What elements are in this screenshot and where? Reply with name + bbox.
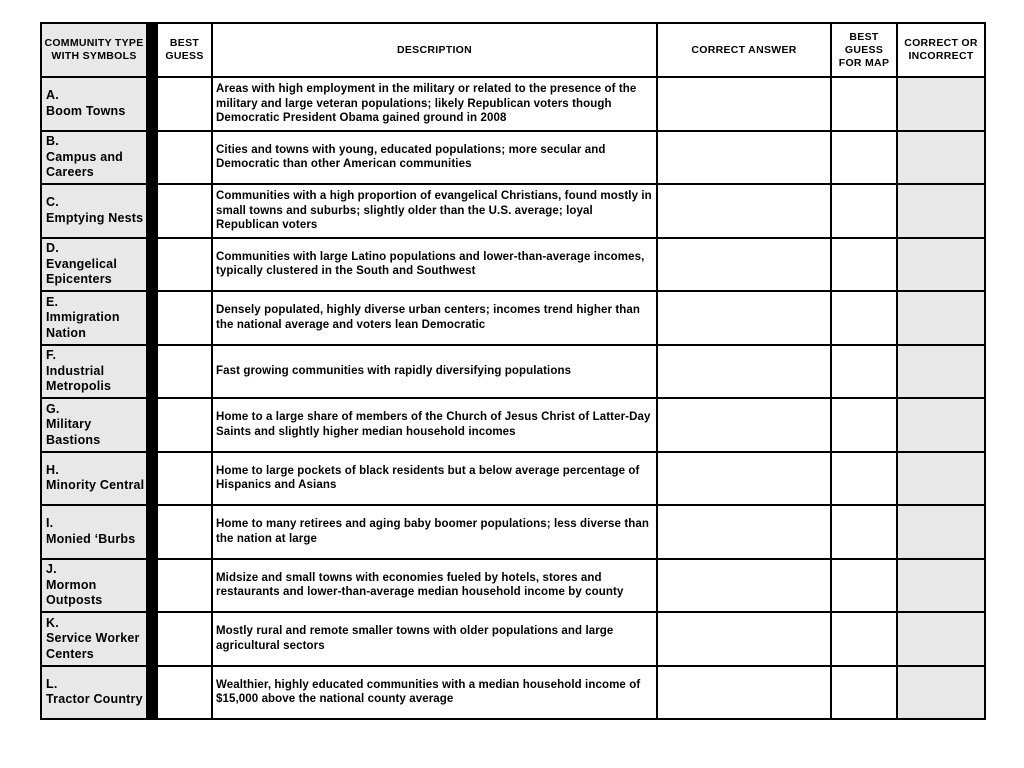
best-guess-for-map-cell[interactable] bbox=[831, 398, 897, 452]
community-type-cell: A. Boom Towns bbox=[41, 77, 147, 131]
best-guess-cell[interactable] bbox=[157, 345, 212, 399]
best-guess-cell[interactable] bbox=[157, 612, 212, 666]
divider-bar bbox=[147, 398, 157, 452]
best-guess-cell[interactable] bbox=[157, 505, 212, 559]
divider-bar bbox=[147, 666, 157, 720]
correct-answer-cell[interactable] bbox=[657, 131, 831, 185]
community-types-worksheet bbox=[40, 22, 986, 720]
best-guess-for-map-cell[interactable] bbox=[831, 131, 897, 185]
correct-or-incorrect-cell[interactable] bbox=[897, 291, 985, 345]
community-type-cell: D. Evangelical Epicenters bbox=[41, 238, 147, 292]
table-row bbox=[41, 345, 985, 399]
community-type-cell: E. Immigration Nation bbox=[41, 291, 147, 345]
table-row bbox=[41, 184, 985, 238]
divider-bar bbox=[147, 184, 157, 238]
description-cell: Midsize and small towns with economies fueled by hotels, stores and restaurants and lower-than-average median household income by county bbox=[212, 559, 657, 613]
description-cell: Home to a large share of members of the Church of Jesus Christ of Latter-Day Saints and slightly higher median household incomes bbox=[212, 398, 657, 452]
community-type-cell: H. Minority Central bbox=[41, 452, 147, 506]
correct-or-incorrect-cell[interactable] bbox=[897, 452, 985, 506]
community-type-cell: K. Service Worker Centers bbox=[41, 612, 147, 666]
correct-answer-cell[interactable] bbox=[657, 452, 831, 506]
table-row bbox=[41, 398, 985, 452]
description-cell: Communities with large Latino populations and lower-than-average incomes, typically clustered in the South and Southwest bbox=[212, 238, 657, 292]
community-type-cell: B. Campus and Careers bbox=[41, 131, 147, 185]
table-row bbox=[41, 77, 985, 131]
description-cell: Densely populated, highly diverse urban centers; incomes trend higher than the national average and voters lean Democratic bbox=[212, 291, 657, 345]
header-best-guess bbox=[157, 23, 212, 77]
table-row bbox=[41, 291, 985, 345]
community-type-cell: J. Mormon Outposts bbox=[41, 559, 147, 613]
best-guess-cell[interactable] bbox=[157, 559, 212, 613]
best-guess-cell[interactable] bbox=[157, 291, 212, 345]
best-guess-for-map-cell[interactable] bbox=[831, 291, 897, 345]
best-guess-cell[interactable] bbox=[157, 398, 212, 452]
community-type-cell: F. Industrial Metropolis bbox=[41, 345, 147, 399]
community-type-cell: G. Military Bastions bbox=[41, 398, 147, 452]
correct-answer-cell[interactable] bbox=[657, 77, 831, 131]
header-divider-bar bbox=[147, 23, 157, 77]
description-cell: Home to many retirees and aging baby boomer populations; less diverse than the nation at large bbox=[212, 505, 657, 559]
header-correct-or-incorrect bbox=[897, 23, 985, 77]
header-row bbox=[41, 23, 985, 77]
best-guess-for-map-cell[interactable] bbox=[831, 612, 897, 666]
header-best-guess-for-map bbox=[831, 23, 897, 77]
correct-or-incorrect-cell[interactable] bbox=[897, 77, 985, 131]
header-community-type bbox=[41, 23, 147, 77]
divider-bar bbox=[147, 345, 157, 399]
correct-answer-cell[interactable] bbox=[657, 666, 831, 720]
best-guess-cell[interactable] bbox=[157, 666, 212, 720]
table-row bbox=[41, 452, 985, 506]
correct-answer-cell[interactable] bbox=[657, 345, 831, 399]
best-guess-for-map-cell[interactable] bbox=[831, 238, 897, 292]
header-correct-answer-label: CORRECT ANSWER bbox=[691, 43, 797, 56]
correct-or-incorrect-cell[interactable] bbox=[897, 559, 985, 613]
community-type-cell: I. Monied ‘Burbs bbox=[41, 505, 147, 559]
divider-bar bbox=[147, 131, 157, 185]
table-row bbox=[41, 131, 985, 185]
best-guess-cell[interactable] bbox=[157, 184, 212, 238]
community-type-cell: C. Emptying Nests bbox=[41, 184, 147, 238]
header-correct-answer bbox=[657, 23, 831, 77]
correct-answer-cell[interactable] bbox=[657, 612, 831, 666]
community-type-cell: L. Tractor Country bbox=[41, 666, 147, 720]
correct-answer-cell[interactable] bbox=[657, 291, 831, 345]
divider-bar bbox=[147, 238, 157, 292]
best-guess-cell[interactable] bbox=[157, 131, 212, 185]
best-guess-cell[interactable] bbox=[157, 238, 212, 292]
table-row bbox=[41, 612, 985, 666]
best-guess-for-map-cell[interactable] bbox=[831, 345, 897, 399]
best-guess-cell[interactable] bbox=[157, 452, 212, 506]
correct-or-incorrect-cell[interactable] bbox=[897, 666, 985, 720]
best-guess-for-map-cell[interactable] bbox=[831, 184, 897, 238]
divider-bar bbox=[147, 452, 157, 506]
correct-or-incorrect-cell[interactable] bbox=[897, 131, 985, 185]
divider-bar bbox=[147, 77, 157, 131]
description-cell: Wealthier, highly educated communities with a median household income of $15,000 above the national county average bbox=[212, 666, 657, 720]
table-row bbox=[41, 666, 985, 720]
header-correct-or-incorrect-label: CORRECT OR INCORRECT bbox=[904, 37, 978, 62]
divider-bar bbox=[147, 559, 157, 613]
divider-bar bbox=[147, 505, 157, 559]
best-guess-for-map-cell[interactable] bbox=[831, 505, 897, 559]
divider-bar bbox=[147, 612, 157, 666]
header-description-label: DESCRIPTION bbox=[396, 43, 473, 56]
correct-answer-cell[interactable] bbox=[657, 559, 831, 613]
description-cell: Communities with a high proportion of evangelical Christians, found mostly in small towns and suburbs; slightly older than the U.S. average; loyal Republican voters bbox=[212, 184, 657, 238]
table-row bbox=[41, 505, 985, 559]
best-guess-for-map-cell[interactable] bbox=[831, 559, 897, 613]
best-guess-for-map-cell[interactable] bbox=[831, 666, 897, 720]
best-guess-for-map-cell[interactable] bbox=[831, 77, 897, 131]
best-guess-cell[interactable] bbox=[157, 77, 212, 131]
correct-answer-cell[interactable] bbox=[657, 505, 831, 559]
description-cell: Areas with high employment in the military or related to the presence of the military and large veteran populations; likely Republican voters though Democratic President Obama gained ground in 2008 bbox=[212, 77, 657, 131]
header-community-type-label: COMMUNITY TYPE WITH SYMBOLS bbox=[44, 37, 144, 62]
description-cell: Fast growing communities with rapidly diversifying populations bbox=[212, 345, 657, 399]
table-row bbox=[41, 559, 985, 613]
correct-or-incorrect-cell[interactable] bbox=[897, 398, 985, 452]
correct-or-incorrect-cell[interactable] bbox=[897, 184, 985, 238]
correct-answer-cell[interactable] bbox=[657, 398, 831, 452]
best-guess-for-map-cell[interactable] bbox=[831, 452, 897, 506]
correct-or-incorrect-cell[interactable] bbox=[897, 345, 985, 399]
correct-or-incorrect-cell[interactable] bbox=[897, 238, 985, 292]
header-description bbox=[212, 23, 657, 77]
description-cell: Home to large pockets of black residents but a below average percentage of Hispanics and Asians bbox=[212, 452, 657, 506]
correct-answer-cell[interactable] bbox=[657, 238, 831, 292]
correct-or-incorrect-cell[interactable] bbox=[897, 505, 985, 559]
divider-bar bbox=[147, 291, 157, 345]
header-best-guess-for-map-label: BEST GUESS FOR MAP bbox=[838, 30, 890, 69]
correct-or-incorrect-cell[interactable] bbox=[897, 612, 985, 666]
description-cell: Cities and towns with young, educated populations; more secular and Democratic than other American communities bbox=[212, 131, 657, 185]
correct-answer-cell[interactable] bbox=[657, 184, 831, 238]
header-best-guess-label: BEST GUESS bbox=[165, 37, 204, 62]
description-cell: Mostly rural and remote smaller towns with older populations and large agricultural sectors bbox=[212, 612, 657, 666]
table-row bbox=[41, 238, 985, 292]
